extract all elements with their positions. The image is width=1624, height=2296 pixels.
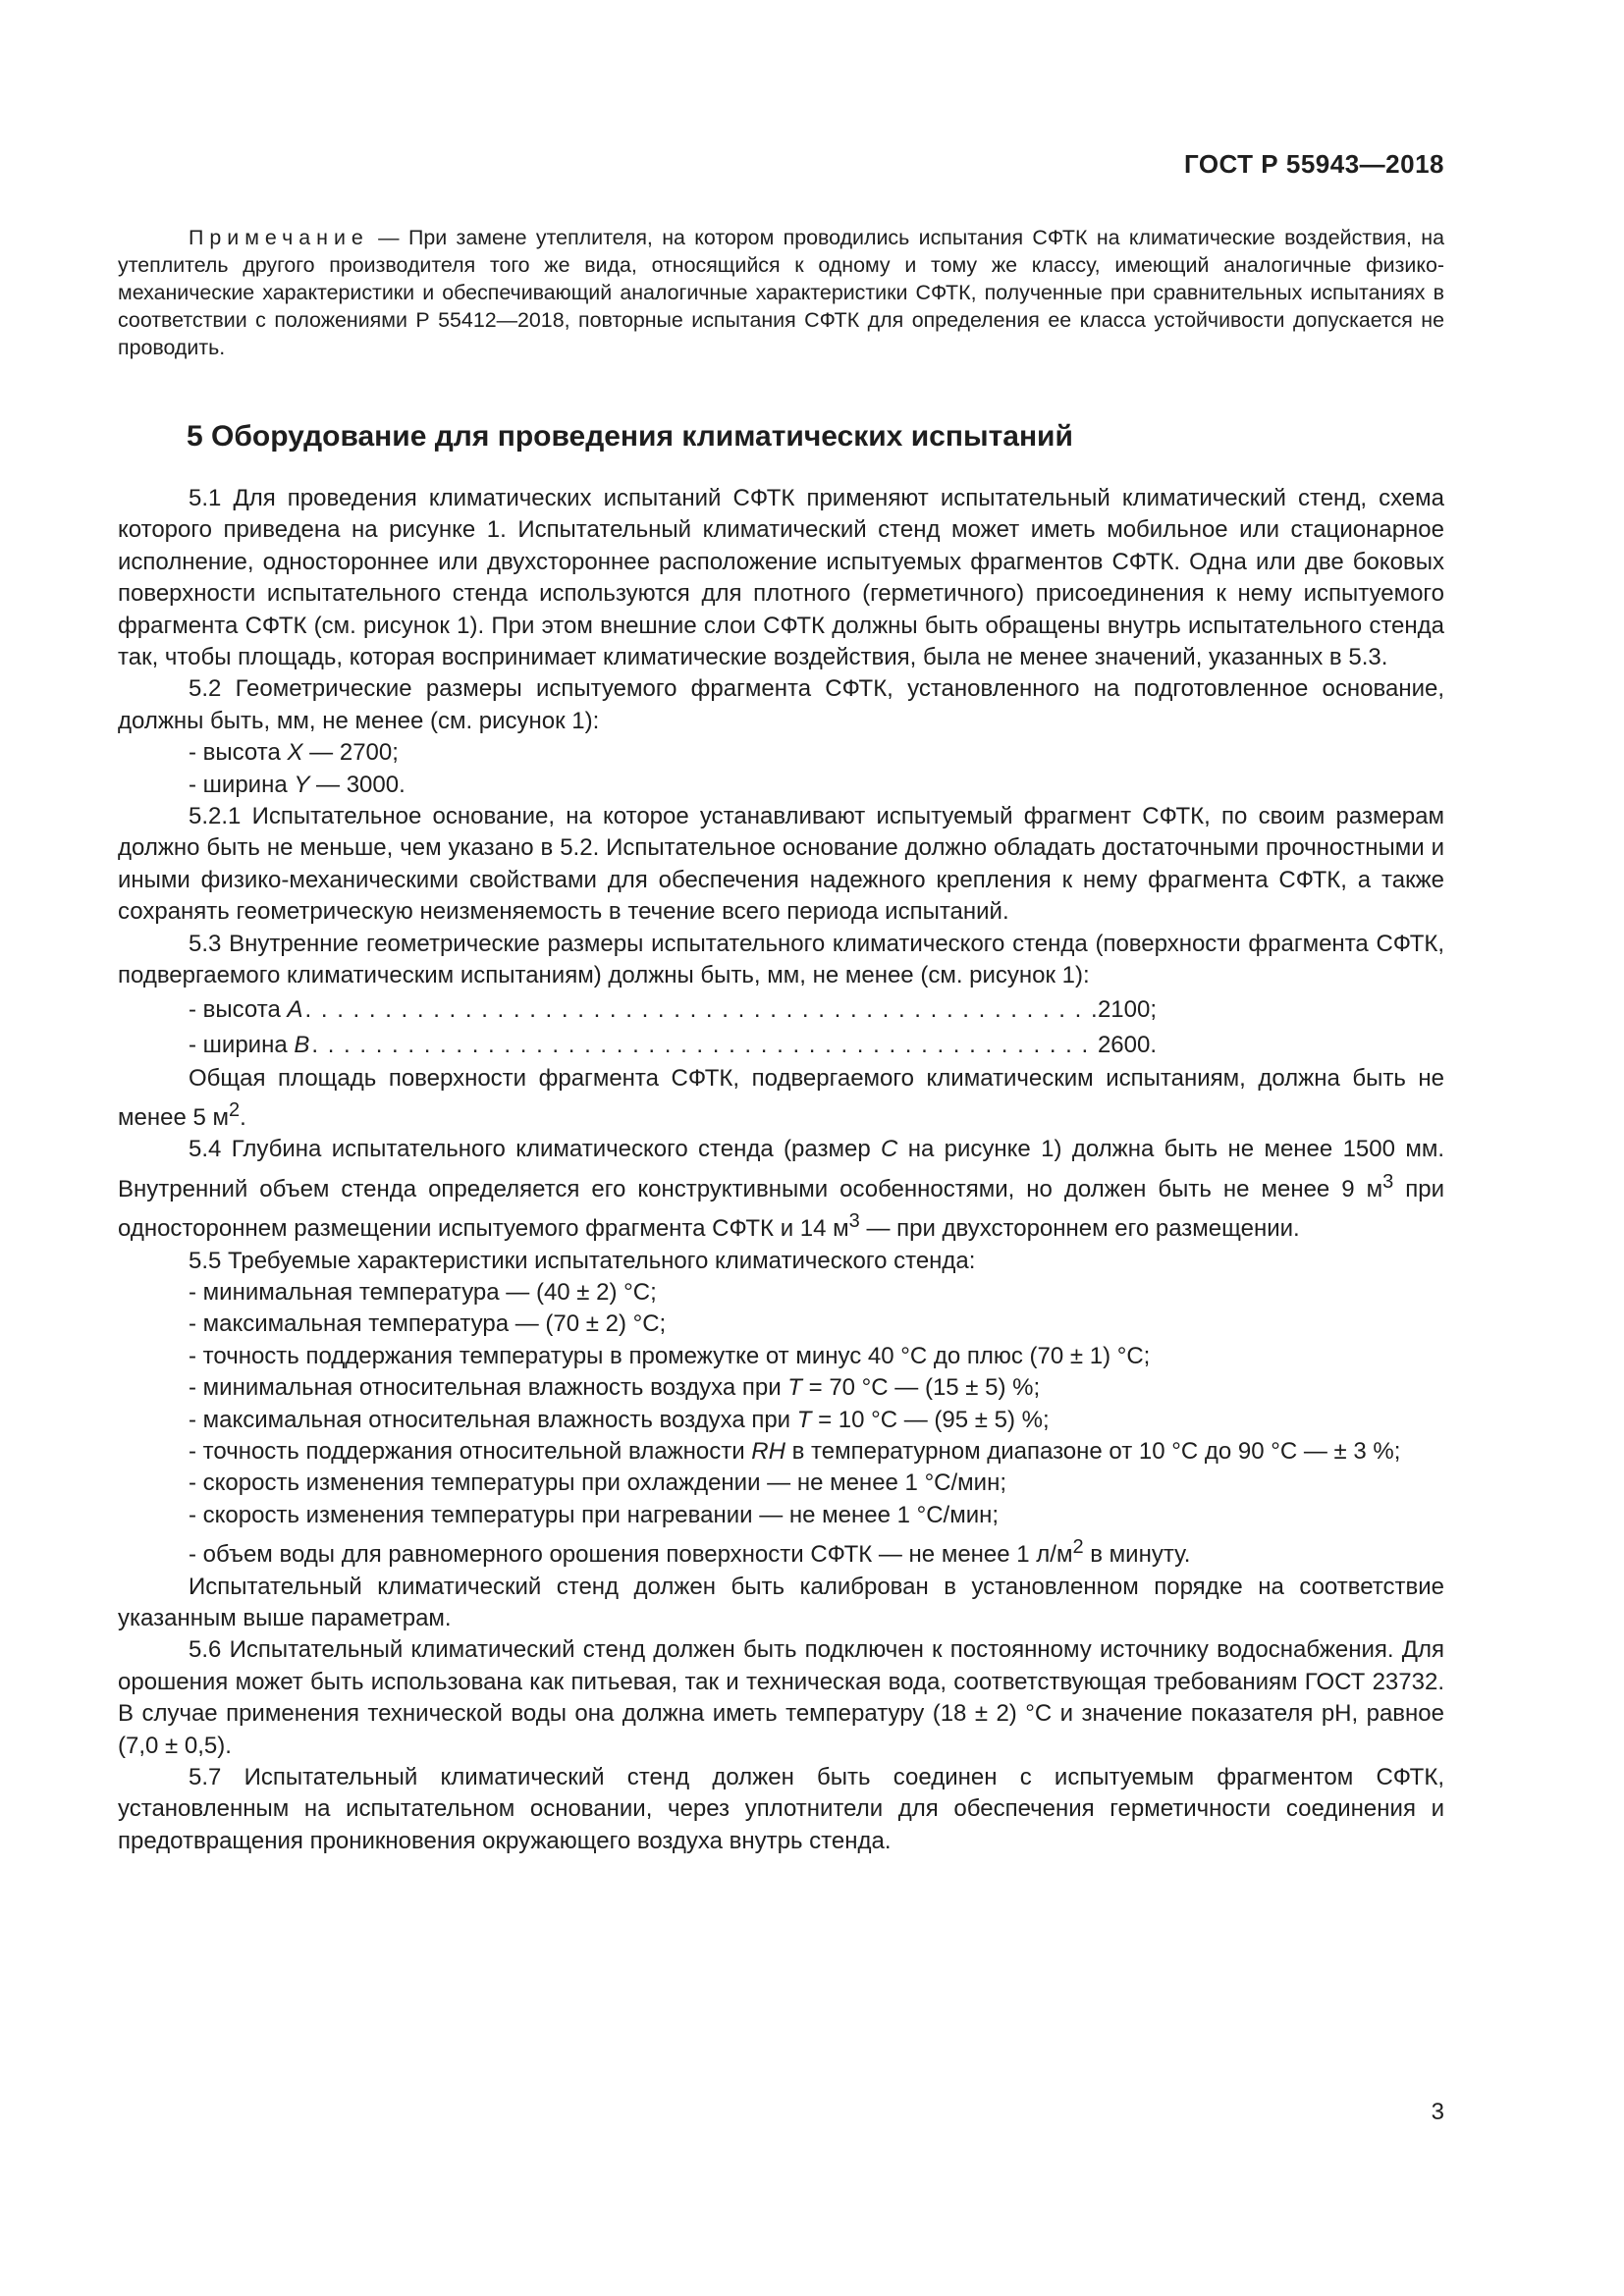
clause-5-2-width [118,770,1444,801]
list-text: - минимальная относительная влажность воздуха при [189,1374,788,1402]
variable: B [294,1031,310,1058]
paragraph-text: 5.4 Глубина испытательного климатического стенда (размер [189,1136,882,1163]
variable: Т [796,1406,812,1433]
clause-5-5-item [118,1372,1444,1404]
superscript: 3 [1382,1170,1394,1193]
paragraph-text: при одностороннем размещении испытуемого фрагмента СФТК и 14 м [118,1175,1444,1243]
list-text: = 70 °С — (15 ± 5) %; [801,1374,1041,1402]
clause-5-5-item: - минимальная температура — (40 ± 2) °С; [189,1278,657,1306]
clause-5-3-width [118,1028,1157,1063]
superscript: 2 [1072,1536,1084,1559]
clause-5-4 [118,1134,1444,1245]
clause-5-5-item: - скорость изменения температуры при охлаждении — не менее 1 °С/мин; [189,1469,1006,1497]
paragraph-text: — при двухстороннем его размещении. [859,1215,1300,1243]
list-text: = 10 °С — (95 ± 5) %; [811,1406,1050,1433]
variable: RH [751,1437,785,1465]
superscript: 2 [228,1098,241,1121]
list-value: 2100; [1097,995,1157,1023]
section-heading: 5 Оборудование для проведения климатических испытаний [187,420,1073,453]
clause-5-2: 5.2 Геометрические размеры испытуемого фрагмента СФТК, установленного на подготовленное основание, должны быть, мм, не менее (см. рисунок 1): [118,675,1444,734]
list-text: - высота [189,739,288,767]
clause-5-3-area [118,1063,1444,1135]
variable: Y [294,771,310,798]
list-text: - точность поддержания относительной влажности [189,1437,752,1465]
document-code: ГОСТ Р 55943—2018 [1183,149,1444,179]
page-body [118,224,1444,1854]
list-text: - ширина [189,1031,295,1058]
variable: C [881,1136,898,1163]
list-text: - объем воды для равномерного орошения поверхности СФТК — не менее 1 л/м [189,1541,1073,1569]
clause-5-5-item [118,1531,1444,1571]
variable: X [287,739,303,767]
superscript: 3 [848,1210,860,1233]
list-text: в минуту. [1083,1541,1191,1569]
list-value: 2600. [1097,1031,1157,1058]
clause-5-7: 5.7 Испытательный климатический стенд должен быть соединен с испытуемым фрагментом СФТК, установленным на испытательном основании, через уплотнители для обеспечения герметичности соединения и предотвращения проникновения окружающего воздуха внутрь стенда. [118,1764,1444,1854]
leader-dots [305,992,1096,1028]
list-text: — 3000. [309,771,406,798]
paragraph-text: . [240,1103,246,1131]
leader-dots [311,1028,1096,1063]
clause-5-6: 5.6 Испытательный климатический стенд должен быть подключен к постоянному источнику водоснабжения. Для орошения может быть использована как питьевая, так и техническая вода, соответствующая требованиям ГОСТ 23732. В случае применения технической воды она должна иметь температуру (18 ± 2) °С и значение показателя рН, равное (7,0 ± 0,5). [118,1636,1444,1759]
list-label [189,992,303,1028]
clause-5-3: 5.3 Внутренние геометрические размеры испытательного климатического стенда (поверхности фрагмента СФТК, подвергаемого климатическим испытаниям) должны быть, мм, не менее (см. рисунок 1): [118,930,1444,989]
clause-5-1: 5.1 Для проведения климатических испытаний СФТК применяют испытательный климатический стенд, схема которого приведена на рисунке 1. Испытательный климатический стенд может иметь мобильное или стационарное исполнение, одностороннее или двухстороннее расположение испытуемых фрагментов СФТК. Одна или две боковых поверхности испытательного стенда используются для плотного (герметичного) присоединения к нему испытуемого фрагмента СФТК (см. рисунок 1). При этом внешние слои СФТК должны быть обращены внутрь испытательного стенда так, чтобы площадь, которая воспринимает климатические воздействия, была не менее значений, указанных в 5.3. [118,485,1444,671]
list-text: - ширина [189,771,295,798]
variable: Т [787,1374,802,1402]
list-text: - максимальная относительная влажность воздуха при [189,1406,797,1433]
clause-5-5-calibration: Испытательный климатический стенд должен быть калиброван в установленном порядке на соответствие указанным выше параметрам. [118,1573,1444,1631]
paragraph-text: на рисунке 1) должна быть не менее 1500 мм. Внутренний объем стенда определяется его конструктивными особенностями, но должен быть не менее 9 м [118,1136,1444,1202]
variable: A [287,995,303,1023]
clause-5-2-height [118,737,1444,769]
clause-5-5: 5.5 Требуемые характеристики испытательного климатического стенда: [189,1247,976,1274]
clause-5-5-item [118,1405,1444,1436]
list-text: в температурном диапазоне от 10 °С до 90 °С — ± 3 %; [785,1437,1401,1465]
clause-5-3-height [118,992,1157,1028]
list-text: — 2700; [302,739,399,767]
list-label [189,1028,309,1063]
note-paragraph [118,224,1444,361]
list-text: - высота [189,995,288,1023]
paragraph-text: Общая площадь поверхности фрагмента СФТК, подвергаемого климатическим испытаниям, должна быть не менее 5 м [118,1064,1444,1131]
clause-5-5-item: - скорость изменения температуры при нагревании — не менее 1 °С/мин; [189,1501,1000,1528]
clause-5-2-1: 5.2.1 Испытательное основание, на которое устанавливают испытуемый фрагмент СФТК, по своим размерам должно быть не меньше, чем указано в 5.2. Испытательное основание должно обладать достаточными прочностными и иными физико-механическими свойствами для обеспечения надежного крепления к нему фрагмента СФТК, а также сохранять геометрическую неизменяемость в течение всего периода испытаний. [118,803,1444,926]
clause-5-5-item [118,1436,1444,1468]
note-label: Примечание [189,226,369,249]
clause-5-5-item: - точность поддержания температуры в промежутке от минус 40 °С до плюс (70 ± 1) °С; [189,1342,1151,1369]
page-number: 3 [1431,2099,1444,2125]
section-content [118,483,1444,1857]
note-text: — При замене утеплителя, на котором проводились испытания СФТК на климатические воздействия, на утеплитель другого производителя того же вида, относящийся к одному и тому же классу, имеющий аналогичные физико-механические характеристики и обеспечивающий аналогичные характеристики СФТК, полученные при сравнительных испытаниях в соответствии с положениями Р 55412—2018, повторные испытания СФТК для определения ее класса устойчивости допускается не проводить. [118,226,1444,359]
clause-5-5-item: - максимальная температура — (70 ± 2) °С; [189,1310,667,1338]
